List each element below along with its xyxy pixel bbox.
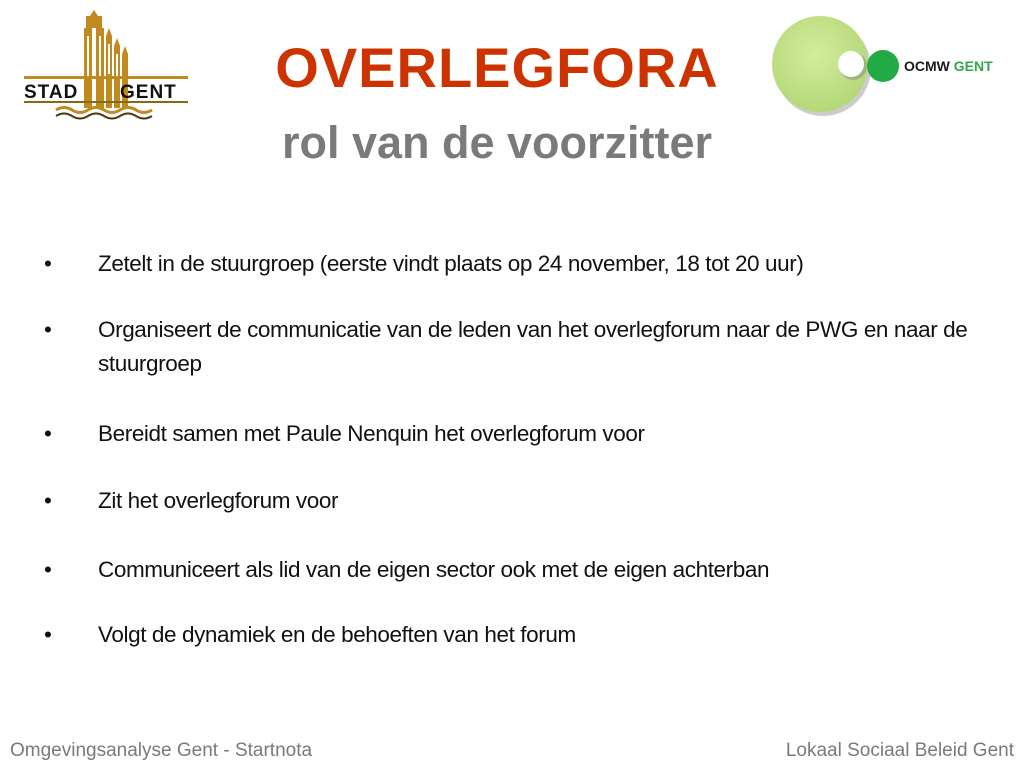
bullet-item	[44, 618, 576, 652]
bullet-marker: •	[44, 251, 52, 276]
slide-subtitle: rol van de voorzitter	[281, 117, 713, 168]
ocmw-logo-gent-word: GENT	[953, 58, 993, 74]
bullet-text: Communiceert als lid van de eigen sector ook met de eigen achterban	[98, 557, 770, 582]
stad-logo-word-left: STAD	[24, 82, 79, 103]
stad-logo-word-right: GENT	[120, 82, 177, 103]
bullet-marker: •	[44, 622, 52, 647]
footer-right-text: Lokaal Sociaal Beleid Gent	[785, 740, 1014, 761]
bullet-text: Zetelt in de stuurgroep (eerste vindt plaats op 24 november, 18 tot 20 uur)	[98, 251, 804, 276]
bullet-marker: •	[44, 488, 52, 513]
bullet-text: Zit het overlegforum voor	[98, 488, 339, 513]
bullet-text: Bereidt samen met Paule Nenquin het overlegforum voor	[98, 421, 645, 446]
ocmw-logo-word: OCMW	[904, 58, 950, 74]
bullet-item	[44, 247, 803, 281]
bullet-text: Organiseert de communicatie van de leden van het overlegforum naar de PWG en naar de stuurgroep	[98, 317, 968, 376]
bullet-item	[44, 313, 974, 381]
bullet-text: Volgt de dynamiek en de behoeften van het forum	[98, 622, 576, 647]
bullet-marker: •	[44, 317, 52, 342]
bullet-item	[44, 417, 645, 451]
bullet-item	[44, 484, 338, 518]
footer-left-text: Omgevingsanalyse Gent - Startnota	[10, 740, 313, 761]
bullet-item	[44, 553, 769, 587]
bullet-marker: •	[44, 421, 52, 446]
bullet-marker: •	[44, 557, 52, 582]
slide-title: OVERLEGFORA	[275, 36, 719, 99]
